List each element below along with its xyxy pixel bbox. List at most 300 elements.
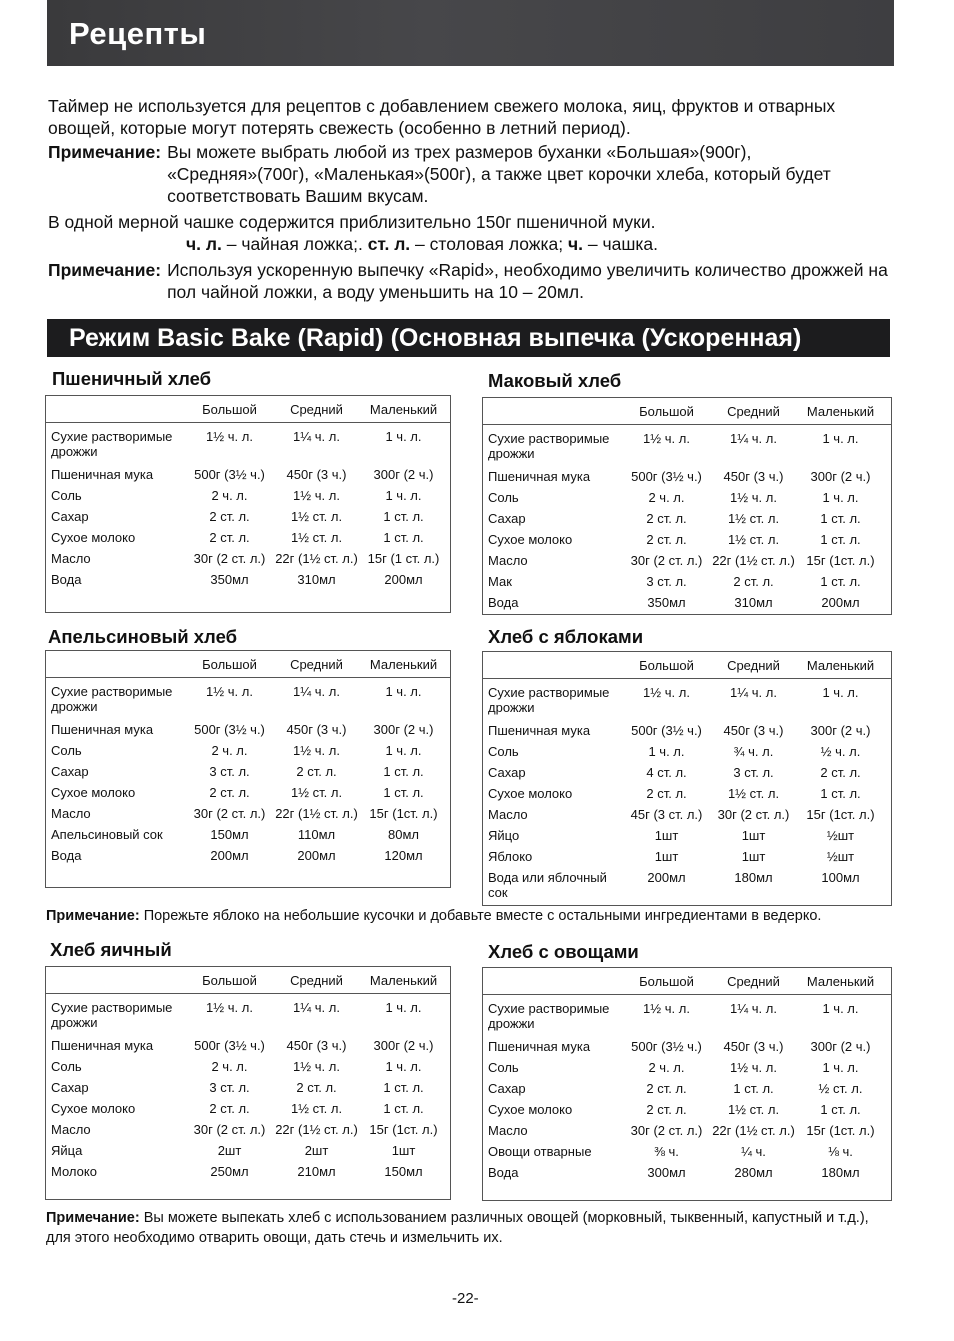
table-header — [46, 396, 450, 423]
amount-cell: 15г (1 ст. л.) — [367, 551, 440, 566]
amount-cell: 30г (2 ст. л.) — [630, 553, 703, 568]
note-label: Примечание: — [48, 142, 162, 162]
amount-cell: 1шт — [391, 1143, 416, 1158]
ingredient-cell: Масло — [488, 807, 528, 822]
amount-cell: 15г (1ст. л.) — [806, 807, 875, 822]
amount-cell: 2 ст. л. — [733, 574, 774, 589]
abbr-tbsp: ст. л. — [367, 234, 411, 254]
recipe-title: Апельсиновый хлеб — [48, 626, 238, 647]
table-row — [483, 849, 891, 870]
table-row — [46, 572, 450, 593]
table-row — [46, 1080, 450, 1101]
amount-cell: 1шт — [654, 849, 679, 864]
amount-cell: 100мл — [821, 870, 860, 885]
recipe-table — [45, 966, 451, 1200]
recipe-table — [482, 397, 892, 615]
ingredient-cell: Сухие растворимые дрожжи — [51, 1000, 173, 1030]
amount-cell: 210мл — [297, 1164, 336, 1179]
amount-cell: 200мл — [210, 848, 249, 863]
ingredient-cell: Сахар — [51, 764, 89, 779]
header-banner — [47, 0, 894, 66]
amount-cell: 450г (3 ч.) — [723, 1039, 784, 1054]
amount-cell: 2 ч. л. — [211, 488, 248, 503]
amount-cell: 450г (3 ч.) — [723, 723, 784, 738]
column-header: Большой — [202, 656, 257, 672]
amount-cell: 300г (2 ч.) — [810, 469, 871, 484]
amount-cell: 450г (3 ч.) — [286, 722, 347, 737]
note-text: Вы можете выпекать хлеб с использованием различных овощей (морковный, тыквенный, капустный и т.д.), для этого необходимо отварить овощи, дать стечь и измельчить их. — [46, 1210, 869, 1246]
amount-cell: 1 ст. л. — [820, 786, 861, 801]
table-header — [483, 652, 891, 679]
amount-cell: 180мл — [821, 1165, 860, 1180]
amount-cell: 1¼ ч. л. — [730, 1001, 777, 1016]
amount-cell: 1 ч. л. — [385, 1000, 422, 1015]
ingredient-cell: Вода — [488, 1165, 519, 1180]
amount-cell: 30г (2 ст. л.) — [193, 1122, 266, 1137]
amount-cell: 280мл — [734, 1165, 773, 1180]
amount-cell: 22г (1½ ст. л.) — [275, 806, 358, 821]
amount-cell: 1шт — [741, 828, 766, 843]
ingredient-cell: Сахар — [488, 1081, 526, 1096]
ingredient-cell: Соль — [488, 1060, 519, 1075]
abbr-tbsp-text: – столовая ложка; — [410, 234, 569, 254]
amount-cell: 1¼ ч. л. — [730, 685, 777, 700]
amount-cell: 1 ч. л. — [822, 1001, 859, 1016]
ingredient-cell: Сухие растворимые дрожжи — [51, 684, 173, 714]
amount-cell: ½шт — [826, 849, 855, 864]
amount-cell: 1½ ст. л. — [290, 530, 343, 545]
table-header — [483, 398, 891, 425]
amount-cell: 15г (1ст. л.) — [806, 1123, 875, 1138]
ingredient-cell: Сухие растворимые дрожжи — [51, 429, 173, 459]
amount-cell: 1 ст. л. — [820, 574, 861, 589]
table-row — [46, 1164, 450, 1185]
recipe-table — [45, 395, 451, 613]
amount-cell: 500г (3½ ч.) — [631, 1039, 702, 1054]
amount-cell: 1 ст. л. — [383, 1080, 424, 1095]
column-header: Большой — [639, 973, 694, 989]
table-row — [483, 1001, 891, 1039]
amount-cell: 3 ст. л. — [646, 574, 687, 589]
table-row — [46, 530, 450, 551]
table-row — [483, 765, 891, 786]
amount-cell: 1½ ч. л. — [643, 431, 690, 446]
ingredient-cell: Апельсиновый сок — [51, 827, 163, 842]
amount-cell: 15г (1ст. л.) — [806, 553, 875, 568]
ingredient-cell: Пшеничная мука — [51, 722, 154, 737]
amount-cell: 1¼ ч. л. — [293, 684, 340, 699]
table-row — [483, 1039, 891, 1060]
table-row — [483, 1060, 891, 1081]
ingredient-cell: Сухое молоко — [51, 785, 136, 800]
ingredient-cell: Сухое молоко — [488, 786, 573, 801]
ingredient-cell: Масло — [51, 1122, 91, 1137]
amount-cell: 310мл — [734, 595, 773, 610]
ingredient-cell: Пшеничная мука — [488, 1039, 591, 1054]
table-body — [46, 678, 450, 869]
amount-cell: 300г (2 ч.) — [373, 467, 434, 482]
amount-cell: ¼ ч. — [741, 1144, 766, 1159]
amount-cell: 22г (1½ ст. л.) — [275, 1122, 358, 1137]
abbr-tsp-text: – чайная ложка;. — [221, 234, 368, 254]
note-label: Примечание: — [46, 1210, 140, 1226]
ingredient-cell: Соль — [51, 488, 82, 503]
amount-cell: 1¼ ч. л. — [293, 429, 340, 444]
table-row — [46, 551, 450, 572]
column-header: Маленький — [806, 657, 875, 673]
column-header: Маленький — [369, 972, 438, 988]
amount-cell: 45г (3 ст. л.) — [630, 807, 703, 822]
amount-cell: 2 ст. л. — [209, 1101, 250, 1116]
amount-cell: 150мл — [384, 1164, 423, 1179]
amount-cell: 2 ст. л. — [820, 765, 861, 780]
timer-note: Таймер не используется для рецептов с добавлением свежего молока, яиц, фруктов и отварных овощей, которые могут потерять свежесть (особенно в летний период). — [48, 96, 836, 138]
ingredient-cell: Молоко — [51, 1164, 97, 1179]
table-row — [483, 431, 891, 469]
apple-note — [46, 906, 896, 926]
table-row — [483, 1102, 891, 1123]
amount-cell: 3 ст. л. — [209, 764, 250, 779]
table-row — [46, 684, 450, 722]
amount-cell: 2 ч. л. — [211, 743, 248, 758]
amount-cell: 1 ст. л. — [820, 511, 861, 526]
table-body — [483, 425, 891, 616]
amount-cell: 1 ч. л. — [648, 744, 685, 759]
table-row — [46, 764, 450, 785]
amount-cell: 300г (2 ч.) — [373, 722, 434, 737]
amount-cell: 1½ ст. л. — [290, 509, 343, 524]
column-header: Средний — [290, 401, 343, 417]
recipe-table — [482, 967, 892, 1201]
amount-cell: 1½ ч. л. — [293, 488, 340, 503]
amount-cell: ½шт — [826, 828, 855, 843]
table-row — [46, 488, 450, 509]
amount-cell: 1 ст. л. — [383, 530, 424, 545]
amount-cell: 30г (2 ст. л.) — [193, 806, 266, 821]
amount-cell: 300мл — [647, 1165, 686, 1180]
ingredient-cell: Сухие растворимые дрожжи — [488, 1001, 610, 1031]
amount-cell: 1 ст. л. — [383, 785, 424, 800]
column-header: Маленький — [806, 973, 875, 989]
amount-cell: 1 ч. л. — [385, 743, 422, 758]
table-body — [46, 994, 450, 1185]
ingredient-cell: Сухое молоко — [488, 532, 573, 547]
amount-cell: 1 ч. л. — [385, 1059, 422, 1074]
amount-cell: 200мл — [384, 572, 423, 587]
column-header: Средний — [727, 403, 780, 419]
amount-cell: 2 ст. л. — [646, 1102, 687, 1117]
column-header: Маленький — [369, 656, 438, 672]
note-text: Используя ускоренную выпечку «Rapid», необходимо увеличить количество дрожжей на пол чайной ложки, а воду уменьшить на 10 – 20мл. — [167, 260, 888, 302]
amount-cell: 1 ч. л. — [385, 429, 422, 444]
amount-cell: 15г (1ст. л.) — [369, 1122, 438, 1137]
amount-cell: 1½ ст. л. — [727, 786, 780, 801]
column-header: Средний — [290, 656, 343, 672]
amount-cell: 500г (3½ ч.) — [631, 723, 702, 738]
ingredient-cell: Пшеничная мука — [51, 1038, 154, 1053]
amount-cell: 450г (3 ч.) — [286, 467, 347, 482]
ingredient-cell: Масло — [488, 553, 528, 568]
ingredient-cell: Пшеничная мука — [488, 469, 591, 484]
amount-cell: 2 ст. л. — [296, 1080, 337, 1095]
table-row — [483, 870, 891, 900]
amount-cell: 80мл — [388, 827, 419, 842]
amount-cell: 4 ст. л. — [646, 765, 687, 780]
ingredient-cell: Сухие растворимые дрожжи — [488, 685, 610, 715]
vegetable-note — [46, 1208, 896, 1248]
table-body — [483, 995, 891, 1186]
note-text: Вы можете выбрать любой из трех размеров буханки «Большая»(900г), «Средняя»(700г), «Маленькая»(500г), а также цвет корочки хлеба, который будет соответствовать Вашим вкусам. — [167, 142, 831, 206]
amount-cell: 2 ст. л. — [646, 511, 687, 526]
table-row — [46, 509, 450, 530]
amount-cell: ½ ч. л. — [820, 744, 861, 759]
amount-cell: 200мл — [821, 595, 860, 610]
table-row — [483, 807, 891, 828]
amount-cell: 500г (3½ ч.) — [194, 467, 265, 482]
size-note — [48, 141, 898, 207]
ingredient-cell: Вода или яблочный сок — [488, 870, 607, 900]
page-title: Рецепты — [69, 16, 207, 51]
abbr-cup: ч. — [568, 234, 584, 254]
amount-cell: 2 ст. л. — [646, 786, 687, 801]
amount-cell: 350мл — [210, 572, 249, 587]
ingredient-cell: Сахар — [51, 509, 89, 524]
amount-cell: 2 ст. л. — [209, 785, 250, 800]
amount-cell: 22г (1½ ст. л.) — [712, 1123, 795, 1138]
table-row — [483, 532, 891, 553]
column-header: Маленький — [369, 401, 438, 417]
amount-cell: ½ ст. л. — [818, 1081, 863, 1096]
amount-cell: 110мл — [297, 827, 336, 842]
table-row — [46, 1122, 450, 1143]
ingredient-cell: Сухое молоко — [51, 1101, 136, 1116]
amount-cell: 1½ ч. л. — [643, 1001, 690, 1016]
amount-cell: 1 ст. л. — [820, 532, 861, 547]
recipe-table — [482, 651, 892, 906]
abbr-cup-text: – чашка. — [583, 234, 659, 254]
ingredient-cell: Овощи отварные — [488, 1144, 592, 1159]
amount-cell: 2 ст. л. — [646, 532, 687, 547]
amount-cell: 120мл — [384, 848, 423, 863]
table-row — [46, 1000, 450, 1038]
amount-cell: 3 ст. л. — [209, 1080, 250, 1095]
amount-cell: 22г (1½ ст. л.) — [275, 551, 358, 566]
column-header: Средний — [290, 972, 343, 988]
ingredient-cell: Соль — [51, 1059, 82, 1074]
table-row — [46, 827, 450, 848]
amount-cell: 15г (1ст. л.) — [369, 806, 438, 821]
table-row — [483, 574, 891, 595]
ingredient-cell: Масло — [51, 806, 91, 821]
amount-cell: ⅛ ч. — [828, 1144, 853, 1159]
ingredient-cell: Сухие растворимые дрожжи — [488, 431, 610, 461]
table-row — [483, 1081, 891, 1102]
ingredient-cell: Масло — [488, 1123, 528, 1138]
amount-cell: 2 ст. л. — [296, 764, 337, 779]
amount-cell: 2 ст. л. — [646, 1081, 687, 1096]
intro-block — [48, 95, 898, 303]
amount-cell: 1½ ст. л. — [290, 1101, 343, 1116]
recipe-title: Хлеб яичный — [50, 939, 172, 960]
table-row — [46, 467, 450, 488]
mode-title: Режим Basic Bake (Rapid) (Основная выпечка (Ускоренная) — [47, 319, 890, 357]
abbreviations — [48, 233, 898, 255]
table-row — [483, 595, 891, 616]
amount-cell: 1 ч. л. — [385, 684, 422, 699]
amount-cell: 1 ст. л. — [820, 1102, 861, 1117]
amount-cell: 1 ст. л. — [383, 1101, 424, 1116]
table-row — [483, 828, 891, 849]
amount-cell: 22г (1½ ст. л.) — [712, 553, 795, 568]
amount-cell: 500г (3½ ч.) — [194, 1038, 265, 1053]
recipe-title: Маковый хлеб — [488, 370, 622, 391]
amount-cell: 1½ ч. л. — [730, 1060, 777, 1075]
amount-cell: 2 ч. л. — [648, 490, 685, 505]
amount-cell: 1шт — [654, 828, 679, 843]
amount-cell: 30г (2 ст. л.) — [717, 807, 790, 822]
ingredient-cell: Вода — [51, 572, 82, 587]
table-row — [46, 806, 450, 827]
ingredient-cell: Пшеничная мука — [488, 723, 591, 738]
amount-cell: 2 ч. л. — [211, 1059, 248, 1074]
amount-cell: 1¼ ч. л. — [293, 1000, 340, 1015]
amount-cell: 1½ ст. л. — [290, 785, 343, 800]
amount-cell: 310мл — [297, 572, 336, 587]
amount-cell: 1½ ч. л. — [293, 743, 340, 758]
table-row — [46, 848, 450, 869]
table-row — [483, 469, 891, 490]
table-header — [46, 967, 450, 994]
amount-cell: 30г (2 ст. л.) — [630, 1123, 703, 1138]
amount-cell: 1½ ч. л. — [206, 684, 253, 699]
amount-cell: 1шт — [741, 849, 766, 864]
amount-cell: 2 ст. л. — [209, 530, 250, 545]
table-row — [483, 511, 891, 532]
column-header: Большой — [639, 657, 694, 673]
table-header — [483, 968, 891, 995]
amount-cell: 200мл — [647, 870, 686, 885]
table-row — [46, 785, 450, 806]
table-row — [46, 722, 450, 743]
ingredient-cell: Пшеничная мука — [51, 467, 154, 482]
note-text: Порежьте яблоко на небольшие кусочки и добавьте вместе с остальными ингредиентами в ведерко. — [139, 908, 822, 924]
table-row — [483, 553, 891, 574]
amount-cell: ¾ ч. л. — [733, 744, 774, 759]
ingredient-cell: Сухое молоко — [488, 1102, 573, 1117]
ingredient-cell: Сахар — [488, 511, 526, 526]
ingredient-cell: Соль — [51, 743, 82, 758]
amount-cell: 1¼ ч. л. — [730, 431, 777, 446]
table-row — [483, 1165, 891, 1186]
amount-cell: 450г (3 ч.) — [723, 469, 784, 484]
amount-cell: 2 ст. л. — [209, 509, 250, 524]
recipe-title: Хлеб с овощами — [488, 941, 639, 962]
amount-cell: 1½ ч. л. — [206, 1000, 253, 1015]
recipe-table — [45, 650, 451, 888]
amount-cell: 450г (3 ч.) — [286, 1038, 347, 1053]
amount-cell: 2 ч. л. — [648, 1060, 685, 1075]
table-row — [483, 685, 891, 723]
amount-cell: 1½ ч. л. — [643, 685, 690, 700]
amount-cell: 3 ст. л. — [733, 765, 774, 780]
amount-cell: 500г (3½ ч.) — [194, 722, 265, 737]
amount-cell: 1 ч. л. — [822, 1060, 859, 1075]
amount-cell: 1 ч. л. — [385, 488, 422, 503]
table-row — [483, 744, 891, 765]
table-row — [46, 1143, 450, 1164]
column-header: Большой — [202, 401, 257, 417]
amount-cell: 1 ст. л. — [383, 509, 424, 524]
amount-cell: 1½ ч. л. — [206, 429, 253, 444]
table-row — [46, 1059, 450, 1080]
amount-cell: 300г (2 ч.) — [810, 723, 871, 738]
table-row — [483, 786, 891, 807]
ingredient-cell: Сухое молоко — [51, 530, 136, 545]
ingredient-cell: Мак — [488, 574, 512, 589]
amount-cell: 2шт — [304, 1143, 329, 1158]
ingredient-cell: Яйца — [51, 1143, 83, 1158]
amount-cell: 2шт — [217, 1143, 242, 1158]
amount-cell: 300г (2 ч.) — [373, 1038, 434, 1053]
table-row — [483, 1144, 891, 1165]
table-row — [46, 1101, 450, 1122]
cup-info: В одной мерной чашке содержится приблизительно 150г пшеничной муки. — [48, 212, 656, 232]
note-label: Примечание: — [48, 260, 162, 280]
amount-cell: 200мл — [297, 848, 336, 863]
ingredient-cell: Яблоко — [488, 849, 533, 864]
page-number: -22- — [452, 1290, 479, 1307]
table-header — [46, 651, 450, 678]
table-row — [46, 429, 450, 467]
column-header: Средний — [727, 657, 780, 673]
amount-cell: 180мл — [734, 870, 773, 885]
amount-cell: 1½ ст. л. — [727, 511, 780, 526]
amount-cell: 1 ч. л. — [822, 431, 859, 446]
column-header: Маленький — [806, 403, 875, 419]
table-row — [46, 743, 450, 764]
ingredient-cell: Сахар — [51, 1080, 89, 1095]
amount-cell: 1 ст. л. — [733, 1081, 774, 1096]
recipe-title: Хлеб с яблоками — [488, 626, 644, 647]
amount-cell: 1½ ст. л. — [727, 532, 780, 547]
amount-cell: 30г (2 ст. л.) — [193, 551, 266, 566]
ingredient-cell: Сахар — [488, 765, 526, 780]
ingredient-cell: Масло — [51, 551, 91, 566]
table-row — [483, 490, 891, 511]
table-row — [483, 1123, 891, 1144]
recipe-title: Пшеничный хлеб — [52, 368, 212, 389]
amount-cell: 350мл — [647, 595, 686, 610]
table-body — [483, 679, 891, 900]
amount-cell: ⅜ ч. — [654, 1144, 679, 1159]
note-label: Примечание: — [46, 908, 140, 924]
amount-cell: 500г (3½ ч.) — [631, 469, 702, 484]
column-header: Большой — [639, 403, 694, 419]
ingredient-cell: Яйцо — [488, 828, 520, 843]
abbr-tsp: ч. л. — [186, 234, 222, 254]
ingredient-cell: Соль — [488, 490, 519, 505]
column-header: Большой — [202, 972, 257, 988]
table-body — [46, 423, 450, 593]
ingredient-cell: Соль — [488, 744, 519, 759]
rapid-note — [48, 259, 898, 303]
column-header: Средний — [727, 973, 780, 989]
table-row — [483, 723, 891, 744]
ingredient-cell: Вода — [488, 595, 519, 610]
amount-cell: 1½ ч. л. — [293, 1059, 340, 1074]
ingredient-cell: Вода — [51, 848, 82, 863]
table-row — [46, 1038, 450, 1059]
